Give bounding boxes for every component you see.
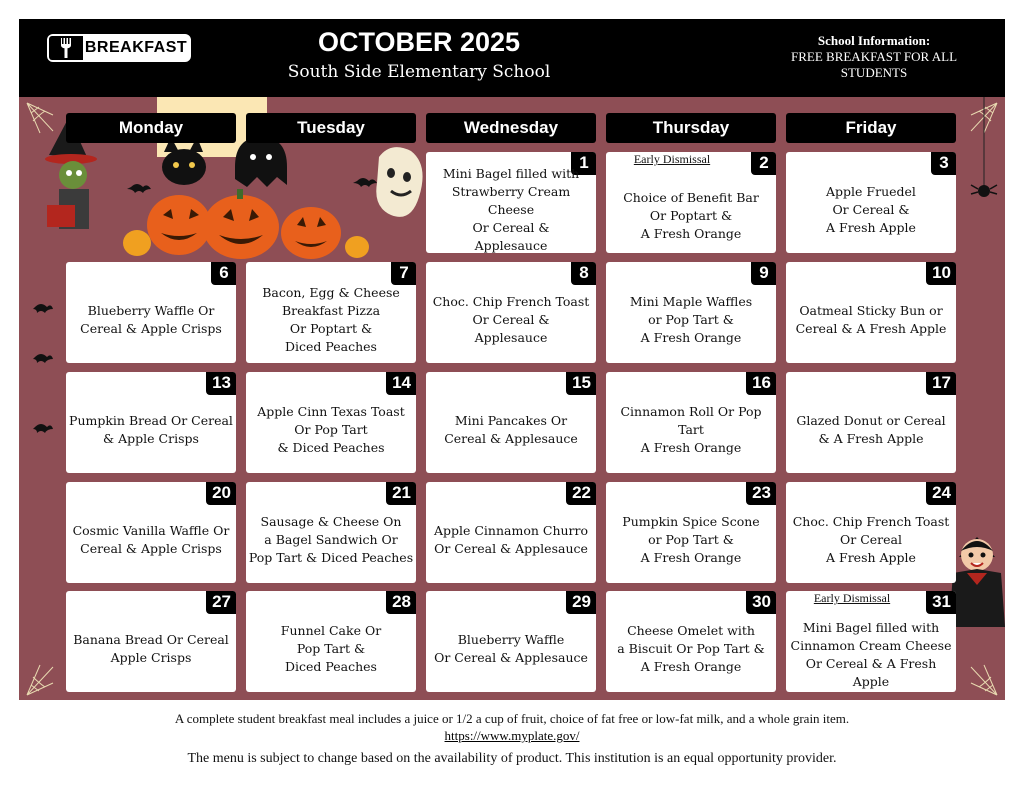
day-cell xyxy=(426,262,596,363)
menu-text: Mini Bagel filled with Strawberry Cream Cheese Or Cereal & Applesauce xyxy=(442,165,580,253)
day-header-monday: Monday xyxy=(66,113,236,143)
day-cell xyxy=(606,372,776,473)
myplate-link[interactable]: https://www.myplate.gov/ xyxy=(444,728,580,743)
menu-text: Mini Maple Waffles or Pop Tart & A Fresh Orange xyxy=(629,293,753,345)
breakfast-logo xyxy=(47,34,191,62)
day-number: 14 xyxy=(386,372,416,395)
day-cell xyxy=(786,482,956,583)
logo-label: BREAKFAST xyxy=(84,39,188,56)
bat-icon xyxy=(127,184,151,193)
day-number: 15 xyxy=(566,372,596,395)
menu-text: Pumpkin Spice Scone or Pop Tart & A Fresh Orange xyxy=(622,513,760,565)
menu-text: Sausage & Cheese On a Bagel Sandwich Or Pop Tart & Diced Peaches xyxy=(248,513,414,565)
early-dismissal-note: Early Dismissal xyxy=(813,591,891,605)
bat-icon xyxy=(353,178,377,187)
menu-text: Apple Fruedel Or Cereal & A Fresh Apple xyxy=(826,183,916,235)
day-cell xyxy=(786,372,956,473)
day-number: 28 xyxy=(386,591,416,614)
vampire-icon xyxy=(949,517,1005,627)
day-cell xyxy=(426,372,596,473)
day-header-thursday: Thursday xyxy=(606,113,776,143)
day-number: 3 xyxy=(931,152,956,175)
day-cell xyxy=(246,591,416,692)
day-cell xyxy=(426,482,596,583)
day-number: 2 xyxy=(751,152,776,175)
day-cell xyxy=(606,591,776,692)
day-number: 20 xyxy=(206,482,236,505)
day-cell xyxy=(786,152,956,253)
day-cell xyxy=(246,372,416,473)
day-number: 13 xyxy=(206,372,236,395)
day-number: 31 xyxy=(926,591,956,614)
menu-text: Choc. Chip French Toast Or Cereal & Applesauce xyxy=(432,293,590,345)
disclaimer: The menu is subject to change based on the availability of product. This institution is an equal opportunity provider. xyxy=(187,751,837,766)
menu-text: Cosmic Vanilla Waffle Or Cereal & Apple Crisps xyxy=(72,522,230,556)
menu-text: Cinnamon Roll Or Pop Tart A Fresh Orange xyxy=(620,403,762,455)
day-number: 10 xyxy=(926,262,956,285)
jack-o-lantern-icon xyxy=(203,189,279,259)
day-header-tuesday: Tuesday xyxy=(246,113,416,143)
bat-icon xyxy=(33,297,53,437)
ghost-icon xyxy=(376,147,422,217)
spider-icon xyxy=(969,97,999,207)
menu-text: Mini Pancakes Or Cereal & Applesauce xyxy=(444,412,578,446)
day-cell xyxy=(246,262,416,363)
day-cell xyxy=(786,591,956,692)
day-number: 16 xyxy=(746,372,776,395)
jack-o-lantern-icon xyxy=(281,207,341,259)
menu-text: Oatmeal Sticky Bun or Cereal & A Fresh Apple xyxy=(795,302,947,336)
menu-text: Choice of Benefit Bar Or Poptart & A Fresh Orange xyxy=(623,189,759,241)
day-cell xyxy=(66,372,236,473)
day-number: 30 xyxy=(746,591,776,614)
menu-text: Cheese Omelet with a Biscuit Or Pop Tart & A Fresh Orange xyxy=(617,622,765,674)
ghost-icon xyxy=(235,137,287,187)
day-number: 29 xyxy=(566,591,596,614)
day-cell xyxy=(246,482,416,583)
day-cell xyxy=(606,152,776,253)
day-number: 17 xyxy=(926,372,956,395)
school-name: South Side Elementary School xyxy=(287,62,551,82)
day-number: 8 xyxy=(571,262,596,285)
day-number: 22 xyxy=(566,482,596,505)
fork-icon xyxy=(49,36,83,60)
menu-text: Banana Bread Or Cereal Apple Crisps xyxy=(73,631,229,665)
day-number: 24 xyxy=(926,482,956,505)
menu-text: Pumpkin Bread Or Cereal & Apple Crisps xyxy=(69,412,233,446)
menu-text: Blueberry Waffle Or Cereal & Apple Crisps xyxy=(80,302,222,336)
day-number: 7 xyxy=(391,262,416,285)
school-info-heading: School Information: xyxy=(817,33,931,48)
day-number: 9 xyxy=(751,262,776,285)
day-cell xyxy=(606,482,776,583)
day-cell xyxy=(786,262,956,363)
meal-note: A complete student breakfast meal includes a juice or 1/2 a cup of fruit, choice of fat free or low-fat milk, and a whole grain item. xyxy=(174,711,850,726)
menu-text: Mini Bagel filled with Cinnamon Cream Cheese Or Cereal & A Fresh Apple xyxy=(790,619,952,689)
day-header-friday: Friday xyxy=(786,113,956,143)
day-number: 6 xyxy=(211,262,236,285)
jack-o-lantern-icon xyxy=(147,195,211,255)
spiderweb-icon xyxy=(25,663,55,697)
day-cell xyxy=(426,152,596,253)
menu-text: Blueberry Waffle Or Cereal & Applesauce xyxy=(434,631,588,665)
page-title: OCTOBER 2025 xyxy=(317,27,521,57)
day-cell xyxy=(66,591,236,692)
spiderweb-icon xyxy=(969,663,999,697)
day-cell xyxy=(66,482,236,583)
day-number: 23 xyxy=(746,482,776,505)
early-dismissal-note: Early Dismissal xyxy=(633,152,711,166)
menu-text: Choc. Chip French Toast Or Cereal A Fresh Apple xyxy=(792,513,950,565)
calendar-board xyxy=(19,97,1005,700)
school-info-text: FREE BREAKFAST FOR ALL STUDENTS xyxy=(790,49,958,80)
day-number: 27 xyxy=(206,591,236,614)
day-cell xyxy=(606,262,776,363)
menu-text: Apple Cinn Texas Toast Or Pop Tart & Diced Peaches xyxy=(257,403,405,455)
menu-text: Funnel Cake Or Pop Tart & Diced Peaches xyxy=(280,622,382,674)
menu-text: Glazed Donut or Cereal & A Fresh Apple xyxy=(796,412,946,446)
day-cell xyxy=(66,262,236,363)
day-number: 1 xyxy=(571,152,596,175)
school-info xyxy=(779,33,969,81)
header-banner xyxy=(19,19,1005,97)
menu-text: Bacon, Egg & Cheese Breakfast Pizza Or Poptart & Diced Peaches xyxy=(262,284,400,354)
day-header-wednesday: Wednesday xyxy=(426,113,596,143)
menu-text: Apple Cinnamon Churro Or Cereal & Applesauce xyxy=(433,522,589,556)
day-number: 21 xyxy=(386,482,416,505)
day-cell xyxy=(426,591,596,692)
